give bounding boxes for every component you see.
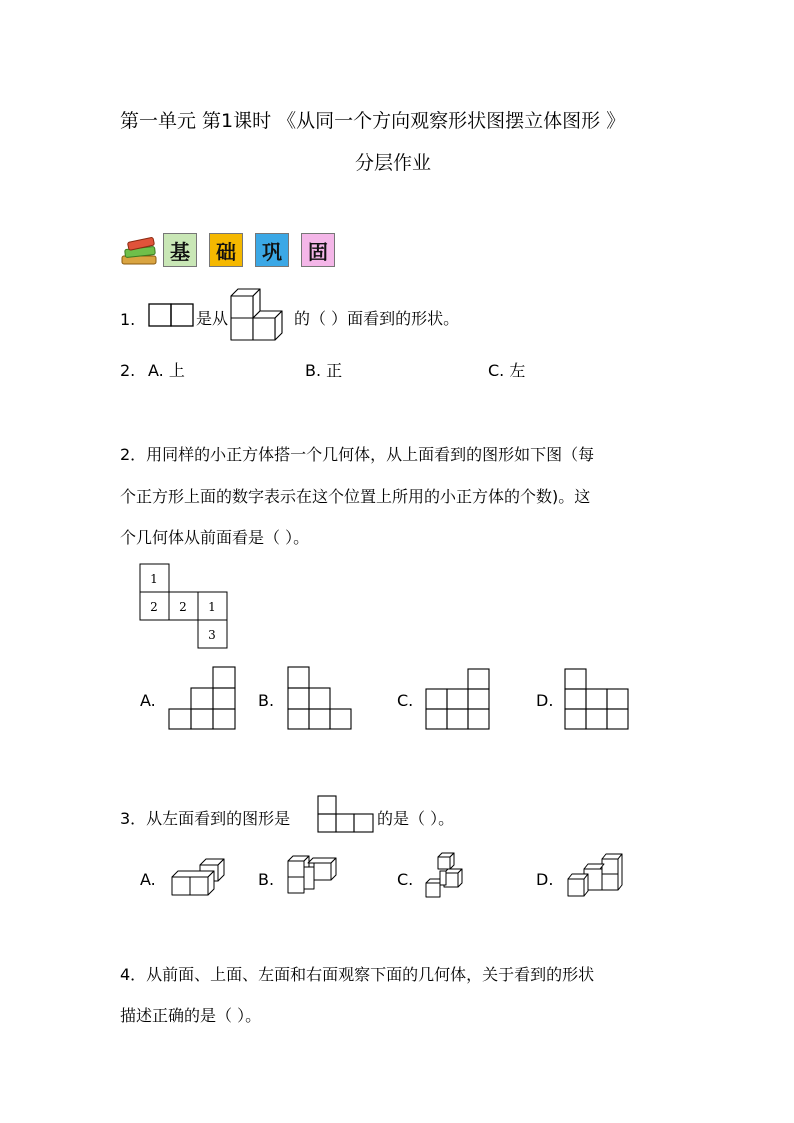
grid-cell-r2c1: 2 (150, 600, 158, 614)
grid-cell-r2c2: 2 (179, 600, 187, 614)
q4-line-1: 4．从前面、上面、左面和右面观察下面的几何体，关于看到的形状 (120, 965, 595, 984)
q1-cube-figure (229, 288, 285, 342)
q2-option-b-figure[interactable] (287, 666, 353, 730)
q1-two-squares-figure (148, 303, 194, 327)
q3-option-d-label[interactable]: D. (536, 870, 554, 889)
badge-chu: 础 (209, 233, 243, 267)
badge-ji: 基 (163, 233, 197, 267)
q2-option-a-label[interactable]: A. (140, 691, 156, 710)
page-title: 第一单元 第1课时 《从同一个方向观察形状图摆立体图形 》 (120, 110, 626, 132)
q1-option-b[interactable]: B. 正 (305, 361, 343, 380)
q2-line-3: 个几何体从前面看是（ ）。 (120, 528, 310, 547)
q1-number: 1. (120, 310, 136, 329)
q2-line-1: 2．用同样的小正方体搭一个几何体，从上面看到的图形如下图（每 (120, 445, 595, 464)
grid-cell-r2c3: 1 (208, 600, 216, 614)
q2-top-view-grid (139, 563, 231, 649)
badge-gong: 巩 (255, 233, 289, 267)
q4-line-2: 描述正确的是（ ）。 (120, 1006, 262, 1025)
q3-option-a-label[interactable]: A. (140, 870, 156, 889)
books-icon (120, 236, 160, 268)
q3-option-d-figure[interactable] (566, 851, 628, 899)
q3-option-c-figure[interactable] (424, 851, 468, 899)
q2-option-d-label[interactable]: D. (536, 691, 554, 710)
q3-text-a: 3．从左面看到的图形是 (120, 809, 291, 828)
q2-option-a-figure[interactable] (168, 666, 236, 730)
q1-option-a[interactable]: A. 上 (148, 361, 185, 380)
page-subtitle: 分层作业 (355, 152, 432, 174)
q2-option-c-figure[interactable] (425, 668, 491, 730)
q3-option-b-figure[interactable] (286, 853, 340, 897)
grid-cell-r1c1: 1 (150, 572, 158, 586)
q3-text-b: 的是（ ）。 (377, 809, 455, 828)
q2-option-c-label[interactable]: C. (397, 691, 414, 710)
badge-gu: 固 (301, 233, 335, 267)
q3-option-a-figure[interactable] (170, 855, 228, 897)
q1-options-number: 2. (120, 361, 136, 380)
q2-option-b-label[interactable]: B. (258, 691, 275, 710)
q1-option-c[interactable]: C. 左 (488, 361, 526, 380)
q1-text-b: 的（ ）面看到的形状。 (294, 309, 460, 328)
q3-option-b-label[interactable]: B. (258, 870, 275, 889)
q2-option-d-figure[interactable] (564, 668, 630, 730)
grid-cell-r3c3: 3 (208, 628, 216, 642)
q3-option-c-label[interactable]: C. (397, 870, 414, 889)
q1-text-a: 是从 (196, 309, 229, 328)
q2-line-2: 个正方形上面的数字表示在这个位置上所用的小正方体的个数)。这 (120, 487, 591, 506)
q3-left-view-figure (317, 795, 375, 833)
